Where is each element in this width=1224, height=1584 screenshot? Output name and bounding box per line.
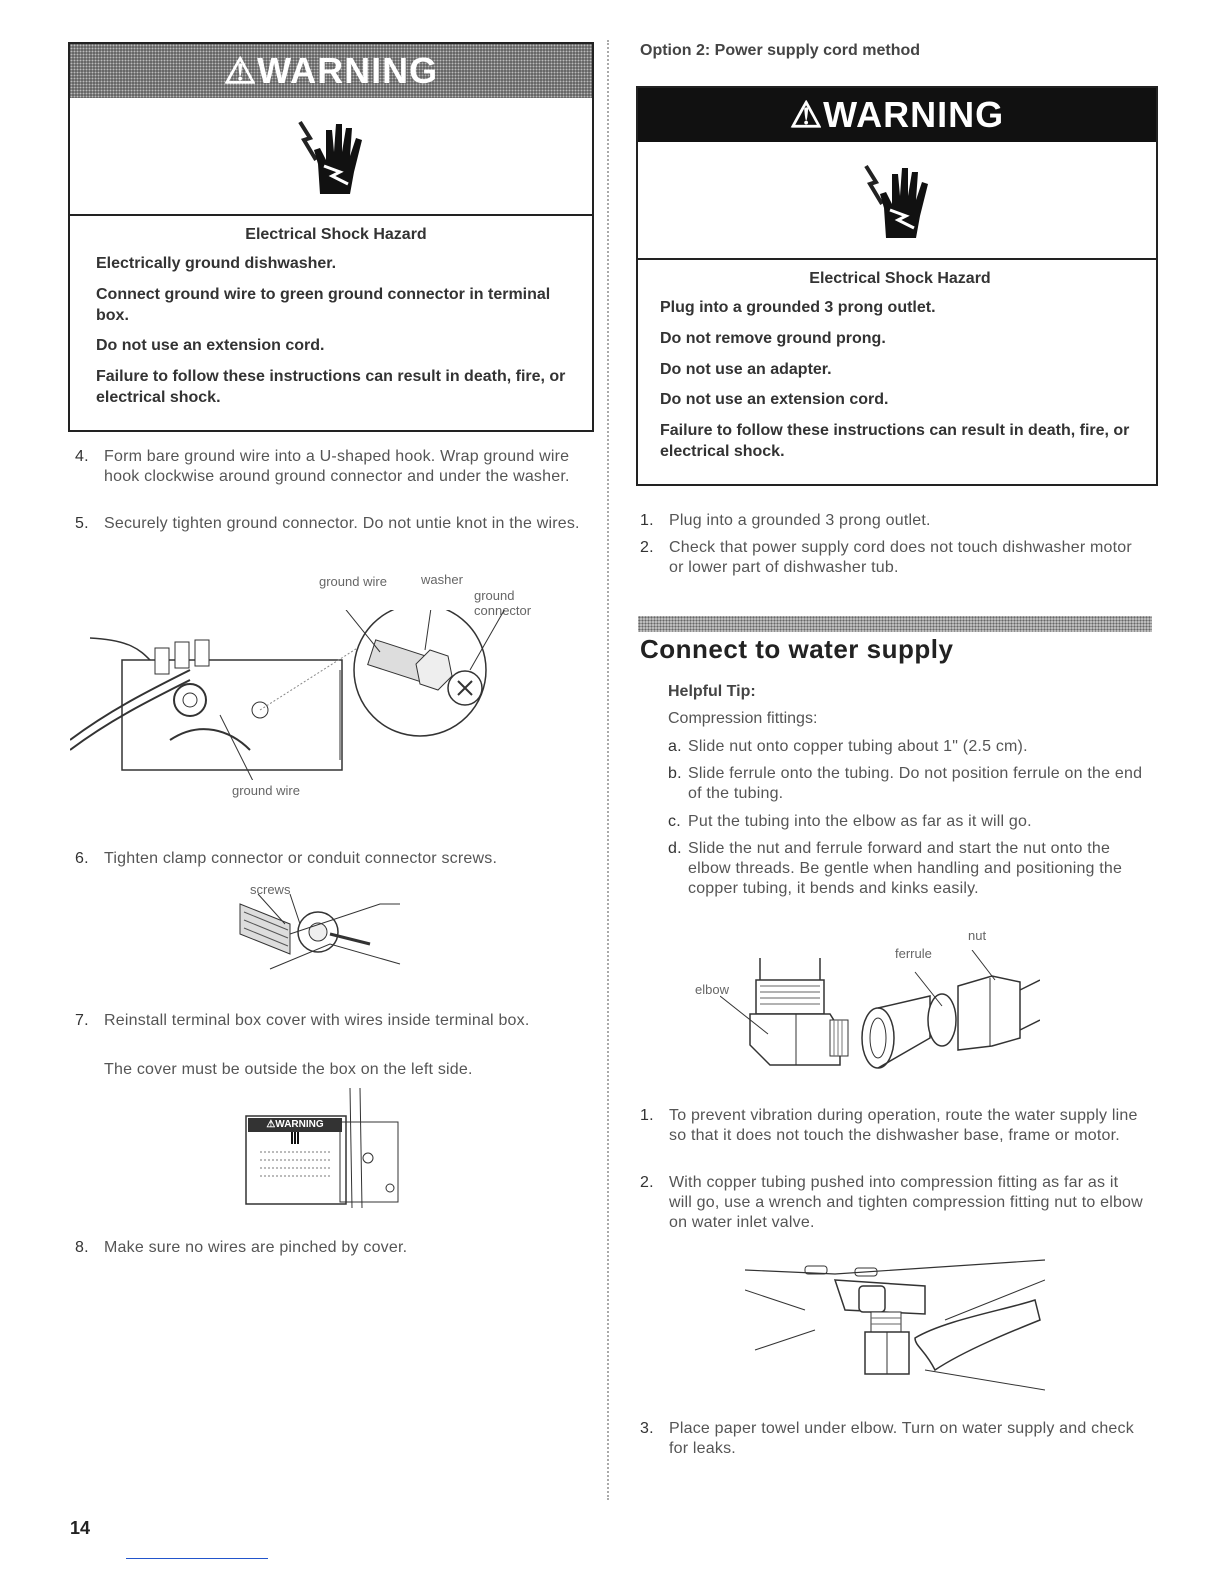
section-title: Connect to water supply: [640, 634, 954, 664]
tip-letter: b.: [668, 765, 682, 782]
step-5: [75, 514, 585, 534]
step-7: [75, 1011, 585, 1031]
label-screws: screws: [250, 882, 291, 897]
left-warning-box: [68, 42, 594, 432]
warning-line: Electrically ground dishwasher.: [96, 255, 337, 272]
clamp-connector-illustration: [230, 884, 410, 974]
left-warning-header: ⚠WARNING: [70, 44, 592, 98]
column-divider: [607, 40, 609, 1500]
step-text: Reinstall terminal box cover with wires inside terminal box.: [104, 1012, 530, 1029]
tip-letter: a.: [668, 738, 682, 755]
label-ground-wire-bottom: ground wire: [232, 783, 300, 798]
tip-text: Slide the nut and ferrule forward and start the nut onto the elbow threads. Be gentle when handling and positioning the copper tubing, it bends and kinks easily.: [688, 840, 1123, 897]
step-number: 6.: [75, 850, 89, 867]
compression-fitting-illustration: [720, 950, 1040, 1070]
step-number: 1.: [640, 1107, 654, 1124]
label-ground-connector: ground connector: [474, 588, 532, 618]
hazard-title: Electrical Shock Hazard: [809, 270, 991, 287]
water-step-1: [640, 1106, 1145, 1146]
tip-text: Put the tubing into the elbow as far as it will go.: [688, 813, 1032, 830]
step-number: 3.: [640, 1420, 654, 1437]
tip-text: Slide ferrule onto the tubing. Do not position ferrule on the end of the tubing.: [688, 765, 1143, 802]
step-text: Form bare ground wire into a U-shaped hook. Wrap ground wire hook clockwise around ground connector and under the washer.: [104, 448, 570, 485]
right-warning-header: ⚠WARNING: [638, 88, 1156, 142]
label-ground-wire-top: ground wire: [319, 574, 387, 589]
step-text: Plug into a grounded 3 prong outlet.: [669, 512, 931, 529]
step-text: Check that power supply cord does not touch dishwasher motor or lower part of dishwasher tub.: [669, 539, 1132, 576]
step-number: 7.: [75, 1012, 89, 1029]
left-warning-icon-area: [70, 98, 592, 216]
right-warning-box: [636, 86, 1158, 486]
tip-item-c: [668, 812, 1148, 832]
wrench-valve-illustration: [745, 1250, 1045, 1400]
step-6: [75, 849, 585, 869]
cord-step-2: [640, 538, 1145, 578]
footer-rule: [126, 1558, 268, 1559]
step-4: [75, 447, 575, 487]
shock-hazard-icon: [296, 116, 366, 196]
warning-line: Connect ground wire to green ground connector in terminal box.: [96, 285, 551, 324]
ground-connector-illustration: [70, 610, 560, 780]
tip-item-b: [668, 764, 1148, 804]
page-number: 14: [70, 1518, 91, 1538]
warning-line: Plug into a grounded 3 prong outlet.: [660, 299, 936, 316]
warning-line: Do not remove ground prong.: [660, 329, 886, 347]
step-number: 1.: [640, 512, 654, 529]
helpful-tip-intro: Compression fittings:: [668, 710, 818, 727]
label-nut: nut: [968, 928, 987, 943]
step-text: Place paper towel under elbow. Turn on water supply and check for leaks.: [669, 1420, 1134, 1457]
right-warning-body: [638, 260, 1156, 485]
option-heading: Option 2: Power supply cord method: [640, 42, 921, 59]
step-text: Securely tighten ground connector. Do not untie knot in the wires.: [104, 515, 580, 532]
warning-line: Do not use an extension cord.: [96, 337, 325, 355]
label-ferrule: ferrule: [895, 946, 932, 961]
step-text: Make sure no wires are pinched by cover.: [104, 1239, 408, 1256]
warning-line: Do not use an adapter.: [660, 360, 832, 378]
cover-warning-label: ⚠WARNING: [248, 1118, 342, 1132]
tip-item-d: [668, 839, 1150, 899]
step-number: 2.: [640, 1174, 654, 1191]
shock-hazard-icon: [862, 160, 932, 240]
hazard-title: Electrical Shock Hazard: [245, 226, 427, 243]
step-8: [75, 1238, 585, 1258]
step-text: Tighten clamp connector or conduit connector screws.: [104, 850, 498, 867]
terminal-box-cover-illustration: [240, 1088, 410, 1218]
step-number: 4.: [75, 448, 89, 465]
note-text: The cover must be outside the box on the left side.: [104, 1061, 473, 1078]
water-step-3: [640, 1419, 1145, 1459]
step-number: 8.: [75, 1239, 89, 1256]
tip-item-a: [668, 737, 1148, 757]
label-washer: washer: [421, 572, 463, 587]
warning-line: Failure to follow these instructions can result in death, fire, or electrical shock.: [96, 368, 566, 406]
tip-text: Slide nut onto copper tubing about 1" (2.5 cm).: [688, 738, 1028, 755]
tip-letter: c.: [668, 813, 681, 830]
right-warning-icon-area: [638, 142, 1156, 260]
tip-letter: d.: [668, 840, 682, 857]
water-step-2: [640, 1173, 1145, 1233]
step-text: With copper tubing pushed into compression fitting as far as it will go, use a wrench and tighten compression fitting nut to elbow on water inlet valve.: [669, 1174, 1143, 1231]
label-elbow: elbow: [695, 982, 729, 997]
step-text: To prevent vibration during operation, route the water supply line so that it does not touch the dishwasher base, frame or motor.: [669, 1107, 1138, 1144]
warning-line: Failure to follow these instructions can result in death, fire, or electrical shock.: [660, 422, 1130, 460]
step-number: 5.: [75, 515, 89, 532]
left-warning-body: [70, 216, 592, 431]
cord-step-1: [640, 511, 1145, 531]
helpful-tip-title: Helpful Tip:: [668, 683, 756, 700]
warning-line: Do not use an extension cord.: [660, 391, 889, 409]
step-7-note: [104, 1060, 584, 1080]
section-bar: [638, 616, 1152, 632]
step-number: 2.: [640, 539, 654, 556]
